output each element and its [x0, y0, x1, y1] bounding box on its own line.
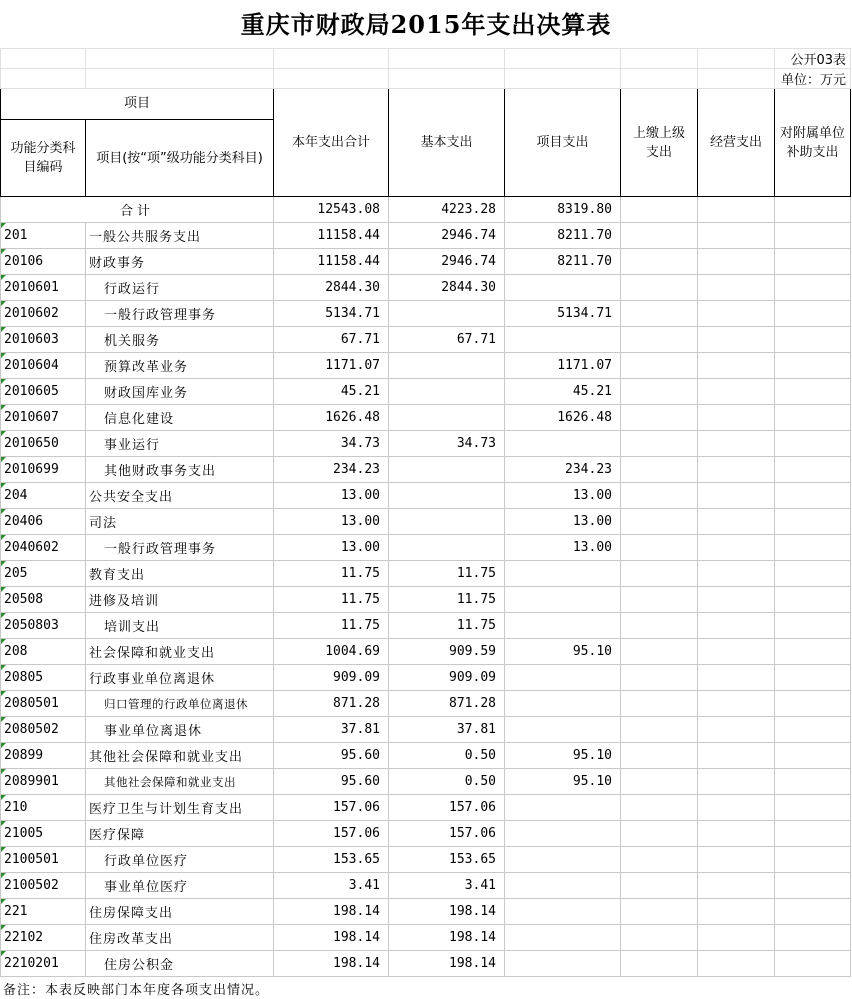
- row-name[interactable]: 住房公积金: [86, 951, 274, 977]
- cell[interactable]: [1, 69, 86, 89]
- row-code[interactable]: 204: [1, 483, 86, 509]
- row-name[interactable]: 一般行政管理事务: [86, 535, 274, 561]
- table-row: [1, 301, 851, 327]
- row-total[interactable]: 11.75: [274, 561, 389, 587]
- row-code[interactable]: 20805: [1, 665, 86, 691]
- row-total[interactable]: 2844.30: [274, 275, 389, 301]
- header-code[interactable]: 功能分类科目编码: [1, 120, 86, 197]
- row-subsidy[interactable]: [775, 483, 851, 509]
- row-code[interactable]: 205: [1, 561, 86, 587]
- row-total[interactable]: 11158.44: [274, 223, 389, 249]
- row-basic[interactable]: [389, 457, 505, 483]
- table-row: [1, 223, 851, 249]
- row-total[interactable]: 5134.71: [274, 301, 389, 327]
- row-total[interactable]: 11.75: [274, 587, 389, 613]
- row-subsidy[interactable]: [775, 275, 851, 301]
- row-code[interactable]: 2100502: [1, 873, 86, 899]
- row-subsidy[interactable]: [775, 795, 851, 821]
- cell[interactable]: [1, 49, 86, 69]
- row-upper[interactable]: [621, 561, 698, 587]
- row-total[interactable]: 1171.07: [274, 353, 389, 379]
- row-subsidy[interactable]: [775, 249, 851, 275]
- row-subsidy[interactable]: [775, 821, 851, 847]
- cell[interactable]: [621, 197, 698, 223]
- row-subsidy[interactable]: [775, 223, 851, 249]
- row-subsidy[interactable]: [775, 457, 851, 483]
- row-upper[interactable]: [621, 249, 698, 275]
- row-subsidy[interactable]: [775, 431, 851, 457]
- cell[interactable]: [698, 49, 775, 69]
- row-name[interactable]: 医疗保障: [86, 821, 274, 847]
- row-name[interactable]: 进修及培训: [86, 587, 274, 613]
- row-project[interactable]: [505, 847, 621, 873]
- row-business[interactable]: [698, 821, 775, 847]
- table-row: [1, 405, 851, 431]
- row-business[interactable]: [698, 795, 775, 821]
- row-upper[interactable]: [621, 431, 698, 457]
- row-subsidy[interactable]: [775, 353, 851, 379]
- row-code[interactable]: 20899: [1, 743, 86, 769]
- row-total[interactable]: 234.23: [274, 457, 389, 483]
- row-code[interactable]: 2010605: [1, 379, 86, 405]
- cell[interactable]: [86, 49, 274, 69]
- row-total[interactable]: 871.28: [274, 691, 389, 717]
- row-project[interactable]: [505, 327, 621, 353]
- row-code[interactable]: 2010699: [1, 457, 86, 483]
- row-upper[interactable]: [621, 769, 698, 795]
- cell[interactable]: [389, 69, 505, 89]
- row-project[interactable]: [505, 665, 621, 691]
- table-row: [1, 613, 851, 639]
- row-subsidy[interactable]: [775, 327, 851, 353]
- row-project[interactable]: 1171.07: [505, 353, 621, 379]
- row-project[interactable]: [505, 587, 621, 613]
- row-code[interactable]: 2080501: [1, 691, 86, 717]
- row-name[interactable]: 机关服务: [86, 327, 274, 353]
- row-name[interactable]: 一般公共服务支出: [86, 223, 274, 249]
- table-number[interactable]: 公开03表: [775, 49, 851, 69]
- row-total[interactable]: 11.75: [274, 613, 389, 639]
- cell[interactable]: [505, 69, 621, 89]
- row-project[interactable]: [505, 899, 621, 925]
- table-row: [1, 873, 851, 899]
- row-basic[interactable]: 11.75: [389, 613, 505, 639]
- row-code[interactable]: 2010603: [1, 327, 86, 353]
- row-name[interactable]: 归口管理的行政单位离退休: [86, 691, 274, 717]
- row-code[interactable]: 2010601: [1, 275, 86, 301]
- row-business[interactable]: [698, 951, 775, 977]
- row-business[interactable]: [698, 925, 775, 951]
- row-business[interactable]: [698, 301, 775, 327]
- row-project[interactable]: [505, 717, 621, 743]
- row-code[interactable]: 2089901: [1, 769, 86, 795]
- row-basic[interactable]: 34.73: [389, 431, 505, 457]
- row-total[interactable]: 1626.48: [274, 405, 389, 431]
- row-name[interactable]: 司法: [86, 509, 274, 535]
- cell[interactable]: [274, 49, 389, 69]
- row-business[interactable]: [698, 379, 775, 405]
- row-subsidy[interactable]: [775, 847, 851, 873]
- row-total[interactable]: 13.00: [274, 483, 389, 509]
- cell[interactable]: [86, 69, 274, 89]
- row-name[interactable]: 事业运行: [86, 431, 274, 457]
- table-row: [1, 275, 851, 301]
- row-subsidy[interactable]: [775, 561, 851, 587]
- row-business[interactable]: [698, 327, 775, 353]
- row-code[interactable]: 221: [1, 899, 86, 925]
- row-code[interactable]: 201: [1, 223, 86, 249]
- row-upper[interactable]: [621, 665, 698, 691]
- row-name[interactable]: 行政运行: [86, 275, 274, 301]
- row-upper[interactable]: [621, 925, 698, 951]
- row-total[interactable]: 34.73: [274, 431, 389, 457]
- row-subsidy[interactable]: [775, 379, 851, 405]
- row-name[interactable]: 教育支出: [86, 561, 274, 587]
- row-basic[interactable]: 157.06: [389, 795, 505, 821]
- row-business[interactable]: [698, 249, 775, 275]
- row-code[interactable]: 2010607: [1, 405, 86, 431]
- row-basic[interactable]: 157.06: [389, 821, 505, 847]
- row-name[interactable]: 事业单位离退休: [86, 717, 274, 743]
- row-upper[interactable]: [621, 353, 698, 379]
- row-upper[interactable]: [621, 327, 698, 353]
- row-project[interactable]: 13.00: [505, 509, 621, 535]
- row-business[interactable]: [698, 353, 775, 379]
- row-business[interactable]: [698, 561, 775, 587]
- row-name[interactable]: 培训支出: [86, 613, 274, 639]
- row-project[interactable]: [505, 691, 621, 717]
- table-row: [1, 847, 851, 873]
- row-name[interactable]: 住房保障支出: [86, 899, 274, 925]
- row-business[interactable]: [698, 223, 775, 249]
- row-project[interactable]: 45.21: [505, 379, 621, 405]
- row-project[interactable]: 5134.71: [505, 301, 621, 327]
- table-row: [1, 483, 851, 509]
- cell[interactable]: [274, 69, 389, 89]
- row-project[interactable]: 95.10: [505, 639, 621, 665]
- row-project[interactable]: [505, 795, 621, 821]
- row-upper[interactable]: [621, 613, 698, 639]
- row-basic[interactable]: 909.09: [389, 665, 505, 691]
- table-row: [1, 821, 851, 847]
- row-business[interactable]: [698, 717, 775, 743]
- row-basic[interactable]: [389, 301, 505, 327]
- table-row: [1, 769, 851, 795]
- cell[interactable]: [698, 197, 775, 223]
- row-name[interactable]: 财政事务: [86, 249, 274, 275]
- row-business[interactable]: [698, 769, 775, 795]
- row-project[interactable]: [505, 275, 621, 301]
- row-business[interactable]: [698, 743, 775, 769]
- table-row: [1, 457, 851, 483]
- table-row: [1, 431, 851, 457]
- row-subsidy[interactable]: [775, 665, 851, 691]
- row-code[interactable]: 20406: [1, 509, 86, 535]
- row-upper[interactable]: [621, 509, 698, 535]
- row-basic[interactable]: 0.50: [389, 743, 505, 769]
- row-business[interactable]: [698, 639, 775, 665]
- row-code[interactable]: 2100501: [1, 847, 86, 873]
- row-total[interactable]: 3.41: [274, 873, 389, 899]
- row-business[interactable]: [698, 873, 775, 899]
- row-basic[interactable]: [389, 353, 505, 379]
- table-row: [1, 925, 851, 951]
- row-subsidy[interactable]: [775, 691, 851, 717]
- row-subsidy[interactable]: [775, 951, 851, 977]
- row-business[interactable]: [698, 665, 775, 691]
- table-row: [1, 743, 851, 769]
- row-subsidy[interactable]: [775, 925, 851, 951]
- table-row: [1, 717, 851, 743]
- row-upper[interactable]: [621, 275, 698, 301]
- row-total[interactable]: 95.60: [274, 769, 389, 795]
- cell[interactable]: [389, 49, 505, 69]
- row-total[interactable]: 45.21: [274, 379, 389, 405]
- page-title: 重庆市财政局2015年支出决算表: [240, 10, 612, 39]
- row-upper[interactable]: [621, 535, 698, 561]
- row-name[interactable]: 行政单位医疗: [86, 847, 274, 873]
- row-basic[interactable]: 198.14: [389, 951, 505, 977]
- row-upper[interactable]: [621, 873, 698, 899]
- row-code[interactable]: 208: [1, 639, 86, 665]
- row-total[interactable]: 11158.44: [274, 249, 389, 275]
- row-total[interactable]: 909.09: [274, 665, 389, 691]
- unit-label[interactable]: 单位：万元: [775, 69, 851, 89]
- row-name[interactable]: 其他社会保障和就业支出: [86, 743, 274, 769]
- row-basic[interactable]: 2946.74: [389, 249, 505, 275]
- row-code[interactable]: 20106: [1, 249, 86, 275]
- cell[interactable]: [505, 49, 621, 69]
- row-business[interactable]: [698, 587, 775, 613]
- header-project[interactable]: 项目: [1, 89, 274, 120]
- row-project[interactable]: 8211.70: [505, 249, 621, 275]
- row-upper[interactable]: [621, 587, 698, 613]
- row-name[interactable]: 其他财政事务支出: [86, 457, 274, 483]
- header-subsidy[interactable]: 对附属单位补助支出: [775, 89, 851, 197]
- row-project[interactable]: [505, 925, 621, 951]
- table-row: [1, 899, 851, 925]
- row-total[interactable]: 67.71: [274, 327, 389, 353]
- header-basic[interactable]: 基本支出: [389, 89, 505, 197]
- row-name[interactable]: 行政事业单位离退休: [86, 665, 274, 691]
- row-business[interactable]: [698, 275, 775, 301]
- row-code[interactable]: 210: [1, 795, 86, 821]
- table-row: [1, 587, 851, 613]
- row-basic[interactable]: [389, 405, 505, 431]
- row-name[interactable]: 财政国库业务: [86, 379, 274, 405]
- table-row: [1, 327, 851, 353]
- row-project[interactable]: 8211.70: [505, 223, 621, 249]
- total-label[interactable]: 合计: [1, 197, 274, 223]
- row-name[interactable]: 一般行政管理事务: [86, 301, 274, 327]
- footnote: 备注：本表反映部门本年度各项支出情况。: [3, 983, 270, 998]
- row-upper[interactable]: [621, 951, 698, 977]
- table-row: [1, 951, 851, 977]
- row-basic[interactable]: [389, 379, 505, 405]
- row-project[interactable]: 95.10: [505, 769, 621, 795]
- row-basic[interactable]: [389, 509, 505, 535]
- row-upper[interactable]: [621, 795, 698, 821]
- table-row: [1, 561, 851, 587]
- row-name[interactable]: 社会保障和就业支出: [86, 639, 274, 665]
- row-business[interactable]: [698, 457, 775, 483]
- cell[interactable]: [621, 69, 698, 89]
- header-business[interactable]: 经营支出: [698, 89, 775, 197]
- table-row: [1, 639, 851, 665]
- row-business[interactable]: [698, 509, 775, 535]
- row-project[interactable]: 234.23: [505, 457, 621, 483]
- row-basic[interactable]: [389, 535, 505, 561]
- row-basic[interactable]: 909.59: [389, 639, 505, 665]
- row-subsidy[interactable]: [775, 899, 851, 925]
- row-total[interactable]: 157.06: [274, 795, 389, 821]
- row-upper[interactable]: [621, 639, 698, 665]
- row-code[interactable]: 21005: [1, 821, 86, 847]
- row-business[interactable]: [698, 483, 775, 509]
- row-subsidy[interactable]: [775, 405, 851, 431]
- row-project[interactable]: 1626.48: [505, 405, 621, 431]
- table-row: [1, 665, 851, 691]
- row-subsidy[interactable]: [775, 717, 851, 743]
- row-upper[interactable]: [621, 457, 698, 483]
- row-total[interactable]: 157.06: [274, 821, 389, 847]
- row-subsidy[interactable]: [775, 301, 851, 327]
- row-code[interactable]: 2050803: [1, 613, 86, 639]
- header-total[interactable]: 本年支出合计: [274, 89, 389, 197]
- row-basic[interactable]: [389, 483, 505, 509]
- row-code[interactable]: 20508: [1, 587, 86, 613]
- total-basic[interactable]: 4223.28: [389, 197, 505, 223]
- row-project[interactable]: 13.00: [505, 535, 621, 561]
- row-basic[interactable]: 11.75: [389, 587, 505, 613]
- row-business[interactable]: [698, 405, 775, 431]
- row-business[interactable]: [698, 899, 775, 925]
- total-row: [1, 197, 851, 223]
- row-subsidy[interactable]: [775, 769, 851, 795]
- row-basic[interactable]: 198.14: [389, 925, 505, 951]
- row-name[interactable]: 医疗卫生与计划生育支出: [86, 795, 274, 821]
- row-business[interactable]: [698, 535, 775, 561]
- row-subsidy[interactable]: [775, 613, 851, 639]
- row-name[interactable]: 其他社会保障和就业支出: [86, 769, 274, 795]
- row-total[interactable]: 198.14: [274, 951, 389, 977]
- row-name[interactable]: 住房改革支出: [86, 925, 274, 951]
- table-row: [1, 249, 851, 275]
- row-upper[interactable]: [621, 301, 698, 327]
- row-subsidy[interactable]: [775, 587, 851, 613]
- header-project-expense[interactable]: 项目支出: [505, 89, 621, 197]
- expenditure-table: [0, 48, 851, 977]
- cell[interactable]: [775, 197, 851, 223]
- header-upper[interactable]: 上缴上级支出: [621, 89, 698, 197]
- row-basic[interactable]: 37.81: [389, 717, 505, 743]
- row-subsidy[interactable]: [775, 535, 851, 561]
- row-project[interactable]: 95.10: [505, 743, 621, 769]
- row-project[interactable]: [505, 613, 621, 639]
- total-project[interactable]: 8319.80: [505, 197, 621, 223]
- row-upper[interactable]: [621, 847, 698, 873]
- row-name[interactable]: 事业单位医疗: [86, 873, 274, 899]
- row-upper[interactable]: [621, 483, 698, 509]
- header-name[interactable]: 项目(按“项”级功能分类科目): [86, 120, 274, 197]
- row-upper[interactable]: [621, 899, 698, 925]
- row-basic[interactable]: 0.50: [389, 769, 505, 795]
- row-project[interactable]: 13.00: [505, 483, 621, 509]
- row-name[interactable]: 信息化建设: [86, 405, 274, 431]
- row-total[interactable]: 13.00: [274, 509, 389, 535]
- row-basic[interactable]: 153.65: [389, 847, 505, 873]
- row-code[interactable]: 2010602: [1, 301, 86, 327]
- row-basic[interactable]: 11.75: [389, 561, 505, 587]
- row-project[interactable]: [505, 951, 621, 977]
- table-row: [1, 379, 851, 405]
- table-row: [1, 691, 851, 717]
- row-project[interactable]: [505, 561, 621, 587]
- row-business[interactable]: [698, 613, 775, 639]
- row-upper[interactable]: [621, 223, 698, 249]
- row-project[interactable]: [505, 821, 621, 847]
- row-basic[interactable]: 871.28: [389, 691, 505, 717]
- row-name[interactable]: 公共安全支出: [86, 483, 274, 509]
- row-basic[interactable]: 67.71: [389, 327, 505, 353]
- row-total[interactable]: 95.60: [274, 743, 389, 769]
- row-subsidy[interactable]: [775, 509, 851, 535]
- total-sum[interactable]: 12543.08: [274, 197, 389, 223]
- cell[interactable]: [621, 49, 698, 69]
- row-total[interactable]: 1004.69: [274, 639, 389, 665]
- row-subsidy[interactable]: [775, 743, 851, 769]
- row-total[interactable]: 198.14: [274, 899, 389, 925]
- row-code[interactable]: 2080502: [1, 717, 86, 743]
- table-row: [1, 509, 851, 535]
- row-upper[interactable]: [621, 717, 698, 743]
- row-project[interactable]: [505, 873, 621, 899]
- row-basic[interactable]: 3.41: [389, 873, 505, 899]
- row-upper[interactable]: [621, 821, 698, 847]
- table-row: [1, 535, 851, 561]
- row-business[interactable]: [698, 691, 775, 717]
- row-business[interactable]: [698, 431, 775, 457]
- row-total[interactable]: 198.14: [274, 925, 389, 951]
- row-code[interactable]: 22102: [1, 925, 86, 951]
- row-project[interactable]: [505, 431, 621, 457]
- row-code[interactable]: 2210201: [1, 951, 86, 977]
- row-upper[interactable]: [621, 405, 698, 431]
- row-total[interactable]: 13.00: [274, 535, 389, 561]
- row-business[interactable]: [698, 847, 775, 873]
- row-name[interactable]: 预算改革业务: [86, 353, 274, 379]
- row-basic[interactable]: 2946.74: [389, 223, 505, 249]
- row-total[interactable]: 153.65: [274, 847, 389, 873]
- row-code[interactable]: 2010604: [1, 353, 86, 379]
- row-upper[interactable]: [621, 379, 698, 405]
- row-basic[interactable]: 198.14: [389, 899, 505, 925]
- row-total[interactable]: 37.81: [274, 717, 389, 743]
- row-upper[interactable]: [621, 691, 698, 717]
- row-code[interactable]: 2010650: [1, 431, 86, 457]
- row-subsidy[interactable]: [775, 639, 851, 665]
- row-subsidy[interactable]: [775, 873, 851, 899]
- row-upper[interactable]: [621, 743, 698, 769]
- table-row: [1, 795, 851, 821]
- row-basic[interactable]: 2844.30: [389, 275, 505, 301]
- row-code[interactable]: 2040602: [1, 535, 86, 561]
- table-row: [1, 353, 851, 379]
- cell[interactable]: [698, 69, 775, 89]
